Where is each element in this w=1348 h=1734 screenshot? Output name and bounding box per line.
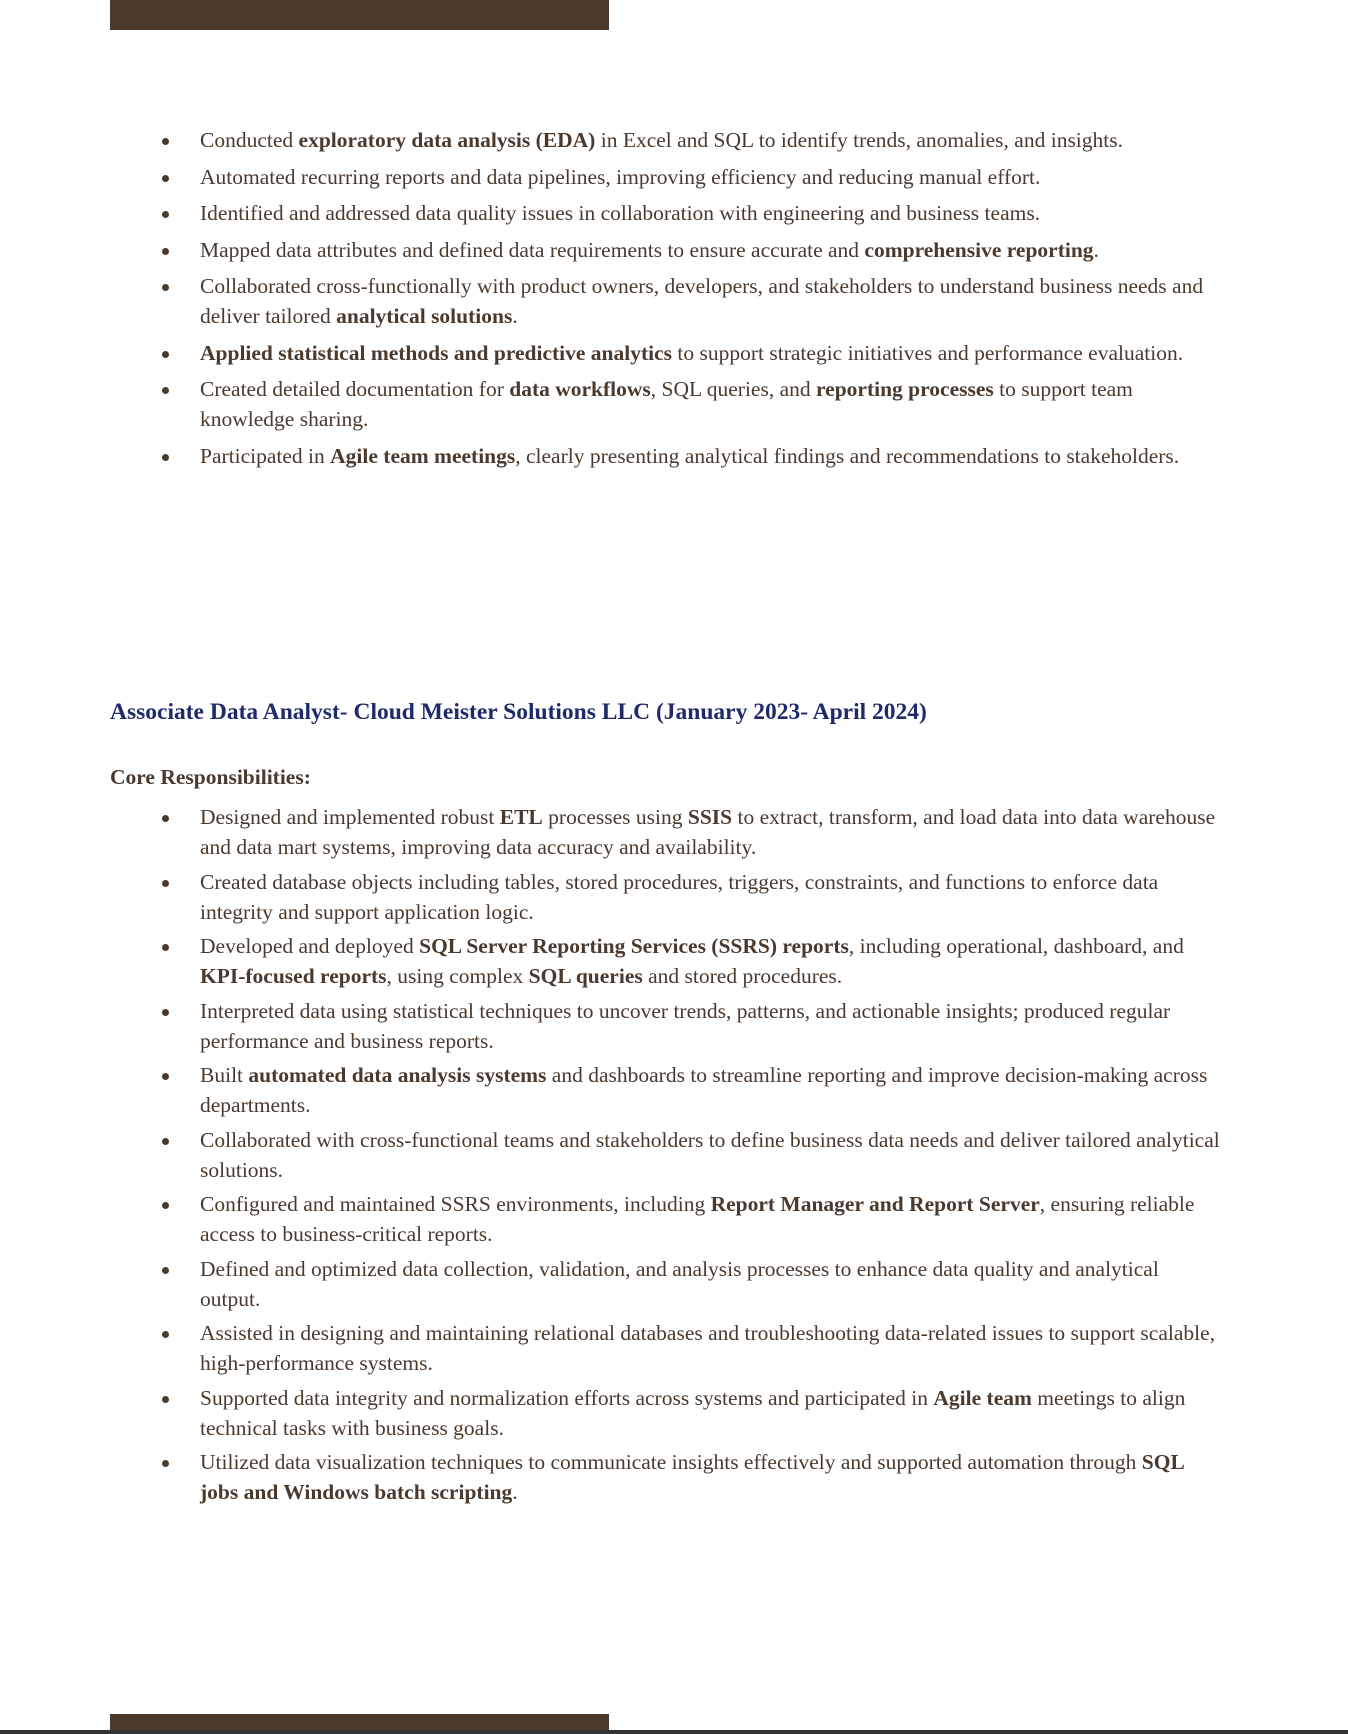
bullet-item (140, 198, 1220, 228)
core-responsibilities-label: Core Responsibilities: (110, 765, 311, 789)
text-run: to extract, transform, and load data into data warehouse and data mart systems, improving data accuracy and availability. (200, 805, 1216, 859)
text-run: and dashboards to streamline reporting and improve decision-making across departments. (200, 1063, 1208, 1117)
text-run: . (512, 1480, 518, 1504)
text-run: Conducted (200, 128, 299, 152)
bullet-item (140, 1125, 1220, 1185)
bullet-item (140, 441, 1220, 471)
bold-text: comprehensive reporting (864, 237, 1094, 262)
text-run: Developed and deployed (200, 934, 420, 958)
bullet-item (140, 125, 1220, 155)
bullet-item (140, 931, 1220, 991)
text-run: , SQL queries, and (650, 377, 816, 401)
bullet-item (140, 1060, 1220, 1120)
text-run: Utilized data visualization techniques to communicate insights effectively and supported automation through (200, 1450, 1142, 1474)
text-run: Collaborated with cross-functional teams and stakeholders to define business data needs and deliver tailored analytical solutions. (200, 1127, 1220, 1182)
bullet-item (140, 1189, 1220, 1249)
bullet-item (140, 1383, 1220, 1443)
bold-text: SQL jobs and Windows batch scripting (200, 1450, 1184, 1504)
header-decorative-band (110, 0, 609, 30)
core-responsibilities-bullet-list (140, 802, 1220, 1512)
text-run: Defined and optimized data collection, validation, and analysis processes to enhance data quality and analytical output. (200, 1256, 1159, 1311)
bold-text: automated data analysis systems (248, 1063, 547, 1087)
bold-text: ETL (499, 805, 543, 829)
bullet-item (140, 1254, 1220, 1314)
page-bottom-edge (0, 1730, 1348, 1734)
text-run: . (1093, 237, 1099, 262)
bullet-item (140, 996, 1220, 1056)
bold-text: Applied statistical methods and predictive analytics (200, 340, 673, 365)
text-run: to support strategic initiatives and performance evaluation. (672, 340, 1184, 365)
bullet-item (140, 162, 1220, 192)
text-run: , ensuring reliable access to business-critical reports. (200, 1192, 1195, 1246)
text-run: , including operational, dashboard, and (848, 934, 1184, 958)
text-run: Collaborated cross-functionally with product owners, developers, and stakeholders to understand business needs and deliver tailored (200, 274, 1204, 328)
bullet-item (140, 1318, 1220, 1378)
bold-text: SQL queries (528, 964, 643, 988)
bold-text: Agile team (933, 1385, 1032, 1410)
text-run: Assisted in designing and maintaining relational databases and troubleshooting data-related issues to support scalable, high-performance systems. (200, 1321, 1216, 1375)
text-run: Interpreted data using statistical techniques to uncover trends, patterns, and actionable insights; produced regular performance and business reports. (200, 998, 1171, 1053)
bullet-item (140, 867, 1220, 927)
text-run: Designed and implemented robust (200, 805, 500, 829)
job-title-heading: Associate Data Analyst- Cloud Meister Solutions LLC (January 2023- April 2024) (110, 699, 927, 725)
bold-text: KPI-focused reports (200, 964, 387, 988)
bold-text: Report Manager and Report Server (710, 1192, 1040, 1216)
bold-text: data workflows (509, 377, 651, 401)
text-run: Built (200, 1063, 249, 1087)
text-run: meetings to align technical tasks with business goals. (200, 1385, 1186, 1440)
bold-text: SSIS (687, 805, 733, 829)
bullet-item (140, 338, 1220, 368)
text-run: Participated in (200, 443, 331, 468)
text-run: to support team knowledge sharing. (200, 377, 1133, 431)
bullet-item (140, 1447, 1220, 1507)
bold-text: Agile team meetings (330, 443, 516, 468)
bold-text: SQL Server Reporting Services (SSRS) reports (419, 934, 849, 958)
text-run: , clearly presenting analytical findings and recommendations to stakeholders. (515, 443, 1180, 468)
bullet-item (140, 802, 1220, 862)
text-run: Created database objects including tables, stored procedures, triggers, constraints, and functions to enforce data integrity and support application logic. (200, 869, 1159, 924)
bold-text: reporting processes (816, 377, 994, 401)
text-run: , using complex (386, 964, 529, 988)
text-run: in Excel and SQL to identify trends, anomalies, and insights. (595, 128, 1123, 152)
bullet-item (140, 271, 1220, 331)
text-run: Automated recurring reports and data pipelines, improving efficiency and reducing manual effort. (200, 164, 1041, 189)
text-run: Mapped data attributes and defined data requirements to ensure accurate and (200, 237, 865, 262)
text-run: processes using (542, 805, 688, 829)
bold-text: analytical solutions (336, 304, 513, 328)
previous-role-bullet-list (140, 125, 1220, 477)
text-run: Supported data integrity and normalization efforts across systems and participated in (200, 1385, 934, 1410)
bullet-item (140, 374, 1220, 434)
text-run: . (512, 304, 518, 328)
text-run: and stored procedures. (642, 964, 843, 988)
bullet-item (140, 235, 1220, 265)
bold-text: exploratory data analysis (EDA) (298, 128, 596, 152)
text-run: Identified and addressed data quality issues in collaboration with engineering and business teams. (200, 201, 1041, 225)
text-run: Configured and maintained SSRS environments, including (200, 1192, 711, 1216)
text-run: Created detailed documentation for (200, 377, 510, 401)
